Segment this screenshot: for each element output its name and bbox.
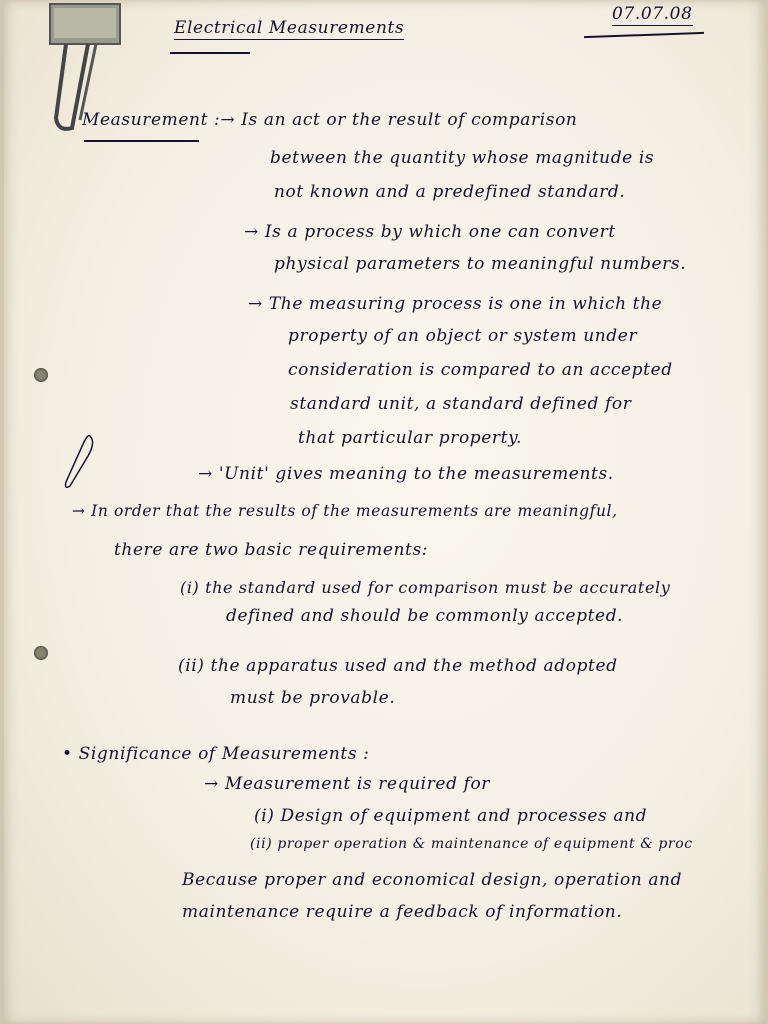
text-line: → The measuring process is one in which the bbox=[248, 294, 663, 314]
text-line: must be provable. bbox=[230, 688, 396, 708]
text-line: there are two basic requirements: bbox=[114, 540, 429, 560]
text-line: → Measurement is required for bbox=[204, 774, 491, 794]
title-underline bbox=[170, 52, 250, 54]
text-line: standard unit, a standard defined for bbox=[290, 394, 632, 414]
text-line: defined and should be commonly accepted. bbox=[226, 606, 624, 626]
heading-underline bbox=[84, 140, 199, 142]
punch-hole-icon bbox=[34, 368, 48, 382]
text-line: property of an object or system under bbox=[288, 326, 638, 346]
text-line: → Is a process by which one can convert bbox=[244, 222, 616, 242]
text-line: Because proper and economical design, operation and bbox=[182, 870, 683, 890]
text-line: Measurement :→ Is an act or the result of comparison bbox=[82, 110, 578, 130]
section-heading: • Significance of Measurements : bbox=[62, 744, 370, 764]
text-line: that particular property. bbox=[298, 428, 523, 448]
text-line: (ii) proper operation & maintenance of equipment & proc bbox=[250, 836, 693, 852]
page-date: 07.07.08 bbox=[612, 4, 693, 24]
punch-hole-icon bbox=[34, 646, 48, 660]
text-line: between the quantity whose magnitude is bbox=[270, 148, 655, 168]
text-line: consideration is compared to an accepted bbox=[288, 360, 673, 380]
text-line: maintenance require a feedback of information. bbox=[182, 902, 623, 922]
page-title: Electrical Measurements bbox=[174, 18, 405, 38]
text-line: → 'Unit' gives meaning to the measurements. bbox=[198, 464, 614, 484]
date-underline bbox=[584, 32, 704, 38]
text-line: not known and a predefined standard. bbox=[274, 182, 626, 202]
pen-mark-icon bbox=[60, 432, 100, 492]
text-line: (i) the standard used for comparison must be accurately bbox=[180, 578, 671, 597]
text-line: (ii) the apparatus used and the method adopted bbox=[178, 656, 618, 676]
text-line: → In order that the results of the measurements are meaningful, bbox=[72, 502, 618, 520]
text-line: physical parameters to meaningful numbers. bbox=[274, 254, 687, 274]
notebook-page bbox=[4, 0, 766, 1024]
text-line: (i) Design of equipment and processes and bbox=[254, 806, 648, 826]
